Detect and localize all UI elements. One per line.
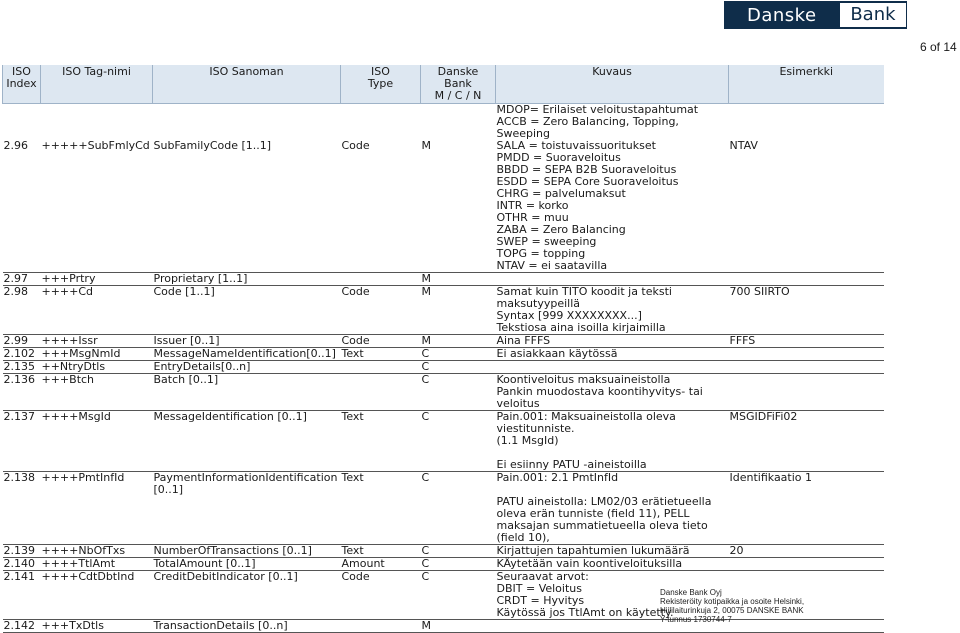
danske-bank-logo — [724, 1, 907, 29]
cell-danske-bank-mcn: C — [421, 411, 496, 472]
cell-iso-message: MessageNameIdentification[0..1] — [153, 348, 341, 361]
cell-iso-index: 2.141 — [3, 571, 41, 620]
cell-iso-message: MessageIdentification [0..1] — [153, 411, 341, 472]
header-example: Esimerkki — [729, 65, 884, 104]
cell-description: Koontiveloitus maksuaineistolla Pankin muodostava koontihyvitys- tai veloitus — [496, 374, 729, 411]
cell-iso-message — [153, 104, 341, 141]
cell-description: Ei asiakkaan käytössä — [496, 348, 729, 361]
header-description: Kuvaus — [496, 65, 729, 104]
cell-iso-message: PaymentInformationIdentification [0..1] — [153, 472, 341, 545]
company-footer — [660, 588, 804, 624]
cell-iso-tag-name: ++NtryDtls — [41, 361, 153, 374]
cell-iso-type — [341, 104, 421, 141]
cell-iso-message: Proprietary [1..1] — [153, 273, 341, 286]
cell-example — [729, 361, 884, 374]
cell-danske-bank-mcn: C — [421, 472, 496, 545]
cell-iso-index: 2.99 — [3, 335, 41, 348]
cell-danske-bank-mcn: M — [421, 335, 496, 348]
logo-word-danske: Danske — [747, 4, 817, 26]
cell-description — [496, 273, 729, 286]
footer-line-company: Danske Bank Oyj — [660, 588, 722, 597]
cell-iso-type: Text — [341, 411, 421, 472]
cell-example — [729, 104, 884, 141]
cell-danske-bank-mcn: M — [421, 286, 496, 335]
cell-example: Identifikaatio 1 — [729, 472, 884, 545]
cell-iso-message: NumberOfTransactions [0..1] — [153, 545, 341, 558]
cell-iso-message: Issuer [0..1] — [153, 335, 341, 348]
cell-iso-message: SubFamilyCode [1..1] — [153, 140, 341, 273]
cell-iso-type: Code — [341, 286, 421, 335]
cell-iso-type — [341, 361, 421, 374]
table-row — [3, 286, 884, 335]
cell-iso-message: CreditDebitIndicator [0..1] — [153, 571, 341, 620]
cell-iso-tag-name: +++++SubFmlyCd — [41, 140, 153, 273]
cell-description: KÄytetään vain koontiveloituksilla — [496, 558, 729, 571]
cell-iso-tag-name: ++++TtlAmt — [41, 558, 153, 571]
cell-iso-index: 2.96 — [3, 140, 41, 273]
cell-example — [729, 273, 884, 286]
cell-iso-tag-name: +++Prtry — [41, 273, 153, 286]
table-row — [3, 335, 884, 348]
cell-danske-bank-mcn: M — [421, 273, 496, 286]
cell-example: MSGIDFiFi02 — [729, 411, 884, 472]
cell-description: Pain.001: Maksuaineistolla oleva viestitunniste. (1.1 MsgId) Ei esiinny PATU -aineistoilla — [496, 411, 729, 472]
cell-iso-tag-name: ++++Cd — [41, 286, 153, 335]
cell-example: 20 — [729, 545, 884, 558]
cell-iso-type: Text — [341, 472, 421, 545]
cell-iso-tag-name: +++Btch — [41, 374, 153, 411]
cell-example: 700 SIIRTO — [729, 286, 884, 335]
cell-description: SALA = toistuvaissuoritukset PMDD = Suoraveloitus BBDD = SEPA B2B Suoraveloitus ESDD = SEPA Core Suoraveloitus CHRG = palvelumaksut INTR = korko OTHR = muu ZABA = Zero Balancing SWEP = sweeping TOPG = topping NTAV = ei saatavilla — [496, 140, 729, 273]
cell-iso-index: 2.97 — [3, 273, 41, 286]
cell-description: MDOP= Erilaiset veloitustapahtumat ACCB = Zero Balancing, Topping, Sweeping — [496, 103, 699, 140]
cell-danske-bank-mcn: C — [421, 374, 496, 411]
cell-iso-type — [341, 620, 421, 633]
cell-danske-bank-mcn — [421, 104, 496, 141]
cell-iso-index: 2.139 — [3, 545, 41, 558]
cell-iso-index: 2.137 — [3, 411, 41, 472]
cell-example — [729, 348, 884, 361]
cell-iso-tag-name — [41, 104, 153, 141]
header-iso-type: ISO Type — [341, 65, 421, 104]
cell-iso-type: Text — [341, 348, 421, 361]
cell-iso-type — [341, 374, 421, 411]
footer-line-address: Hiililaiturinkuja 2, 00075 DANSKE BANK — [660, 606, 804, 615]
cell-iso-index: 2.136 — [3, 374, 41, 411]
page-number: 6 of 14 — [920, 40, 957, 54]
cell-danske-bank-mcn: C — [421, 571, 496, 620]
table-row — [3, 348, 884, 361]
cell-iso-index: 2.140 — [3, 558, 41, 571]
cell-description: Aina FFFS — [496, 335, 729, 348]
table-row — [3, 558, 884, 571]
cell-iso-index: 2.98 — [3, 286, 41, 335]
cell-iso-index: 2.102 — [3, 348, 41, 361]
table-body — [3, 104, 884, 633]
cell-danske-bank-mcn: C — [421, 558, 496, 571]
cell-iso-tag-name: ++++PmtInfId — [41, 472, 153, 545]
table-row — [3, 361, 884, 374]
footer-line-business-id: Y-tunnus 1730744-7 — [660, 615, 732, 624]
cell-description: Pain.001: 2.1 PmtInfId PATU aineistolla: LM02/03 erätietueella oleva erän tunniste (field 11), PELL maksajan summatietueella oleva tieto (field 10), — [496, 472, 729, 545]
cell-danske-bank-mcn: C — [421, 348, 496, 361]
iso-field-table — [2, 65, 884, 633]
cell-iso-message: TransactionDetails [0..n] — [153, 620, 341, 633]
table-row — [3, 545, 884, 558]
table-row — [3, 374, 884, 411]
cell-iso-type: Code — [341, 140, 421, 273]
cell-iso-tag-name: ++++MsgId — [41, 411, 153, 472]
header-iso-message: ISO Sanoman — [153, 65, 341, 104]
header-iso-tag-name: ISO Tag-nimi — [41, 65, 153, 104]
cell-iso-index: 2.135 — [3, 361, 41, 374]
cell-iso-index — [3, 104, 41, 141]
cell-danske-bank-mcn: C — [421, 545, 496, 558]
cell-example: NTAV — [729, 140, 884, 273]
cell-description: Samat kuin TITO koodit ja teksti maksutyypeillä Syntax [999 XXXXXXXX...] Tekstiosa aina isoilla kirjaimilla — [496, 286, 729, 335]
cell-iso-tag-name: +++TxDtls — [41, 620, 153, 633]
cell-iso-type: Code — [341, 335, 421, 348]
cell-example: FFFS — [729, 335, 884, 348]
cell-iso-index: 2.142 — [3, 620, 41, 633]
cell-iso-index: 2.138 — [3, 472, 41, 545]
cell-iso-type: Code — [341, 571, 421, 620]
table-row — [3, 411, 884, 472]
logo-word-bank: Bank — [840, 3, 906, 27]
cell-iso-tag-name: ++++NbOfTxs — [41, 545, 153, 558]
table-row — [3, 140, 884, 273]
cell-iso-message: TotalAmount [0..1] — [153, 558, 341, 571]
table-row — [3, 104, 884, 141]
cell-iso-tag-name: ++++CdtDbtInd — [41, 571, 153, 620]
cell-danske-bank-mcn: M — [421, 620, 496, 633]
footer-line-registered: Rekisteröity kotipaikka ja osoite Helsinki, — [660, 597, 805, 606]
cell-iso-tag-name: ++++Issr — [41, 335, 153, 348]
table-row — [3, 273, 884, 286]
cell-iso-type: Text — [341, 545, 421, 558]
table-header-row — [3, 65, 884, 104]
header-danske-bank-mcn: Danske Bank M / C / N — [421, 65, 496, 104]
cell-iso-message: Code [1..1] — [153, 286, 341, 335]
cell-iso-message: EntryDetails[0..n] — [153, 361, 341, 374]
cell-iso-type: Amount — [341, 558, 421, 571]
table-row — [3, 472, 884, 545]
cell-iso-message: Batch [0..1] — [153, 374, 341, 411]
cell-description — [496, 361, 729, 374]
cell-example — [729, 558, 884, 571]
cell-description: Seuraavat arvot: DBIT = Veloitus CRDT = Hyvitys Käytössä jos TtlAmt on käytetty. — [496, 571, 729, 620]
header-iso-index: ISO Index — [3, 65, 41, 104]
cell-description: Kirjattujen tapahtumien lukumäärä — [496, 545, 729, 558]
cell-example — [729, 374, 884, 411]
cell-iso-tag-name: +++MsgNmId — [41, 348, 153, 361]
cell-danske-bank-mcn: C — [421, 361, 496, 374]
cell-danske-bank-mcn: M — [421, 140, 496, 273]
cell-iso-type — [341, 273, 421, 286]
